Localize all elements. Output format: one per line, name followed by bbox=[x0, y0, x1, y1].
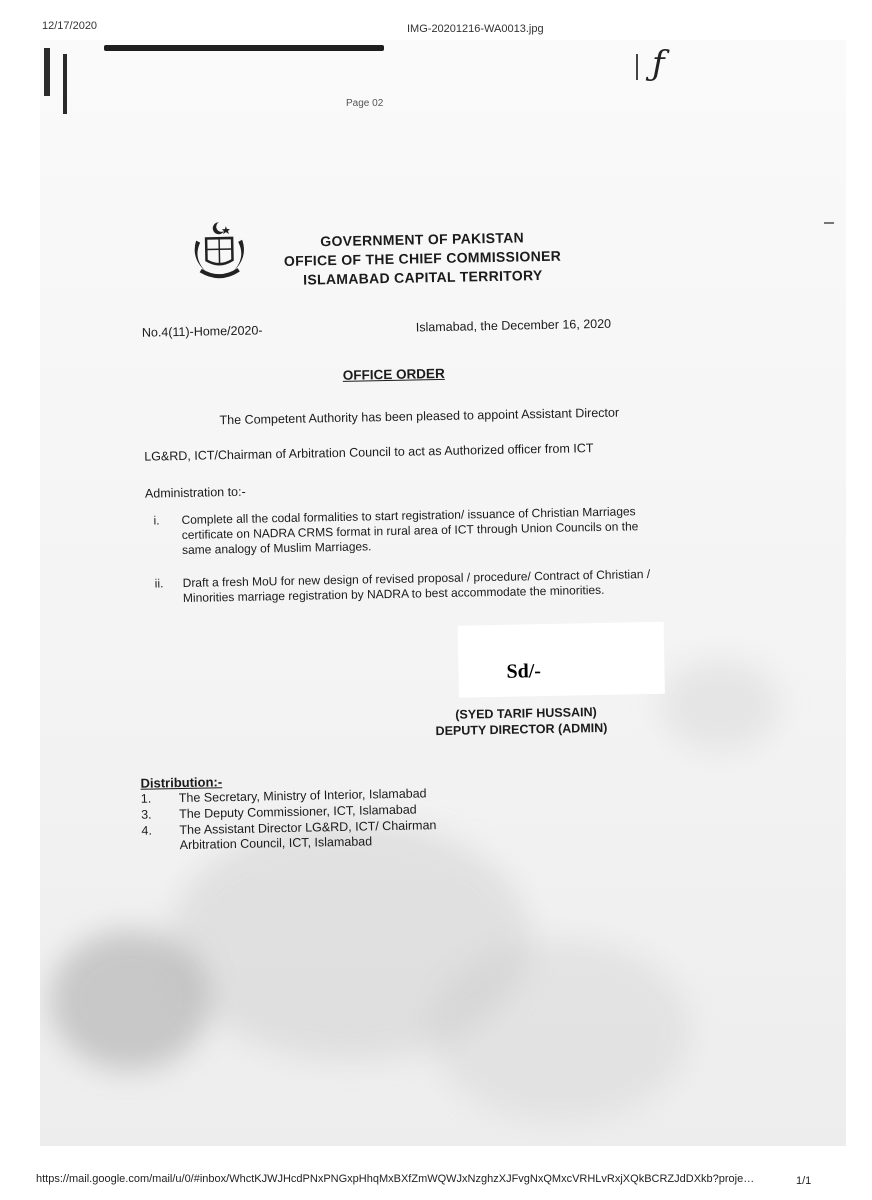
body-line-3: Administration to:- bbox=[144, 484, 246, 501]
letterhead-line-2: OFFICE OF THE CHIEF COMMISSIONER bbox=[283, 247, 562, 269]
signature-sd: Sd/- bbox=[506, 660, 542, 683]
signatory-designation: DEPUTY DIRECTOR (ADMIN) bbox=[435, 720, 608, 739]
body-line-1: The Competent Authority has been pleased to appoint Assistant Director bbox=[219, 405, 620, 428]
document-title: OFFICE ORDER bbox=[342, 365, 445, 383]
distribution-number: 1. bbox=[140, 791, 152, 806]
distribution-text: The Secretary, Ministry of Interior, Islamabad bbox=[178, 786, 427, 806]
distribution-text: The Deputy Commissioner, ICT, Islamabad bbox=[178, 802, 417, 822]
distribution-text: The Assistant Director LG&RD, ICT/ Chairman Arbitration Council, ICT, Islamabad bbox=[179, 818, 437, 853]
body-line-2: LG&RD, ICT/Chairman of Arbitration Council to act as Authorized officer from ICT bbox=[144, 441, 594, 464]
print-filename: IMG-20201216-WA0013.jpg bbox=[407, 23, 544, 35]
letter-date: Islamabad, the December 16, 2020 bbox=[415, 316, 612, 335]
document-body bbox=[40, 40, 846, 1146]
page-marker: Page 02 bbox=[346, 98, 384, 109]
distribution-number: 3. bbox=[141, 807, 152, 822]
state-emblem-icon bbox=[188, 220, 251, 283]
list-item-text: Complete all the codal formalities to start registration/ issuance of Christian Marriages certificate on NADRA CRMS format in rural area of ICT through Union Councils on the same analogy of Muslim Marriages. bbox=[181, 504, 639, 557]
distribution-number: 4. bbox=[141, 823, 153, 838]
letterhead bbox=[272, 227, 573, 290]
list-item-number: i. bbox=[153, 513, 160, 528]
print-page-count: 1/1 bbox=[796, 1175, 812, 1187]
distribution-title: Distribution:- bbox=[140, 774, 223, 791]
signatory-name: (SYED TARIF HUSSAIN) bbox=[455, 705, 597, 722]
print-url: https://mail.google.com/mail/u/0/#inbox/WhctKJWJHcdPNxPNGxpHhqMxBXfZmWQWJxNzghzXJFvgNxQMxcVRHLvRxjXQkBCRZJdDXkb?proje… bbox=[36, 1173, 755, 1185]
letterhead-line-1: GOVERNMENT OF PAKISTAN bbox=[320, 229, 525, 250]
letterhead-line-3: ISLAMABAD CAPITAL TERRITORY bbox=[303, 267, 543, 288]
list-item bbox=[153, 504, 653, 557]
signature-block bbox=[458, 622, 665, 698]
list-item-number: ii. bbox=[154, 576, 164, 591]
scanned-page bbox=[40, 40, 846, 1146]
handwritten-mark: ƒ bbox=[652, 44, 665, 84]
print-date: 12/17/2020 bbox=[42, 20, 98, 32]
list-item-text: Draft a fresh MoU for new design of revised proposal / procedure/ Contract of Christian / Minorities marriage registration by NADRA to best accommodate the minorities. bbox=[182, 566, 651, 605]
reference-number: No.4(11)-Home/2020- bbox=[141, 323, 263, 340]
list-item bbox=[154, 566, 655, 605]
